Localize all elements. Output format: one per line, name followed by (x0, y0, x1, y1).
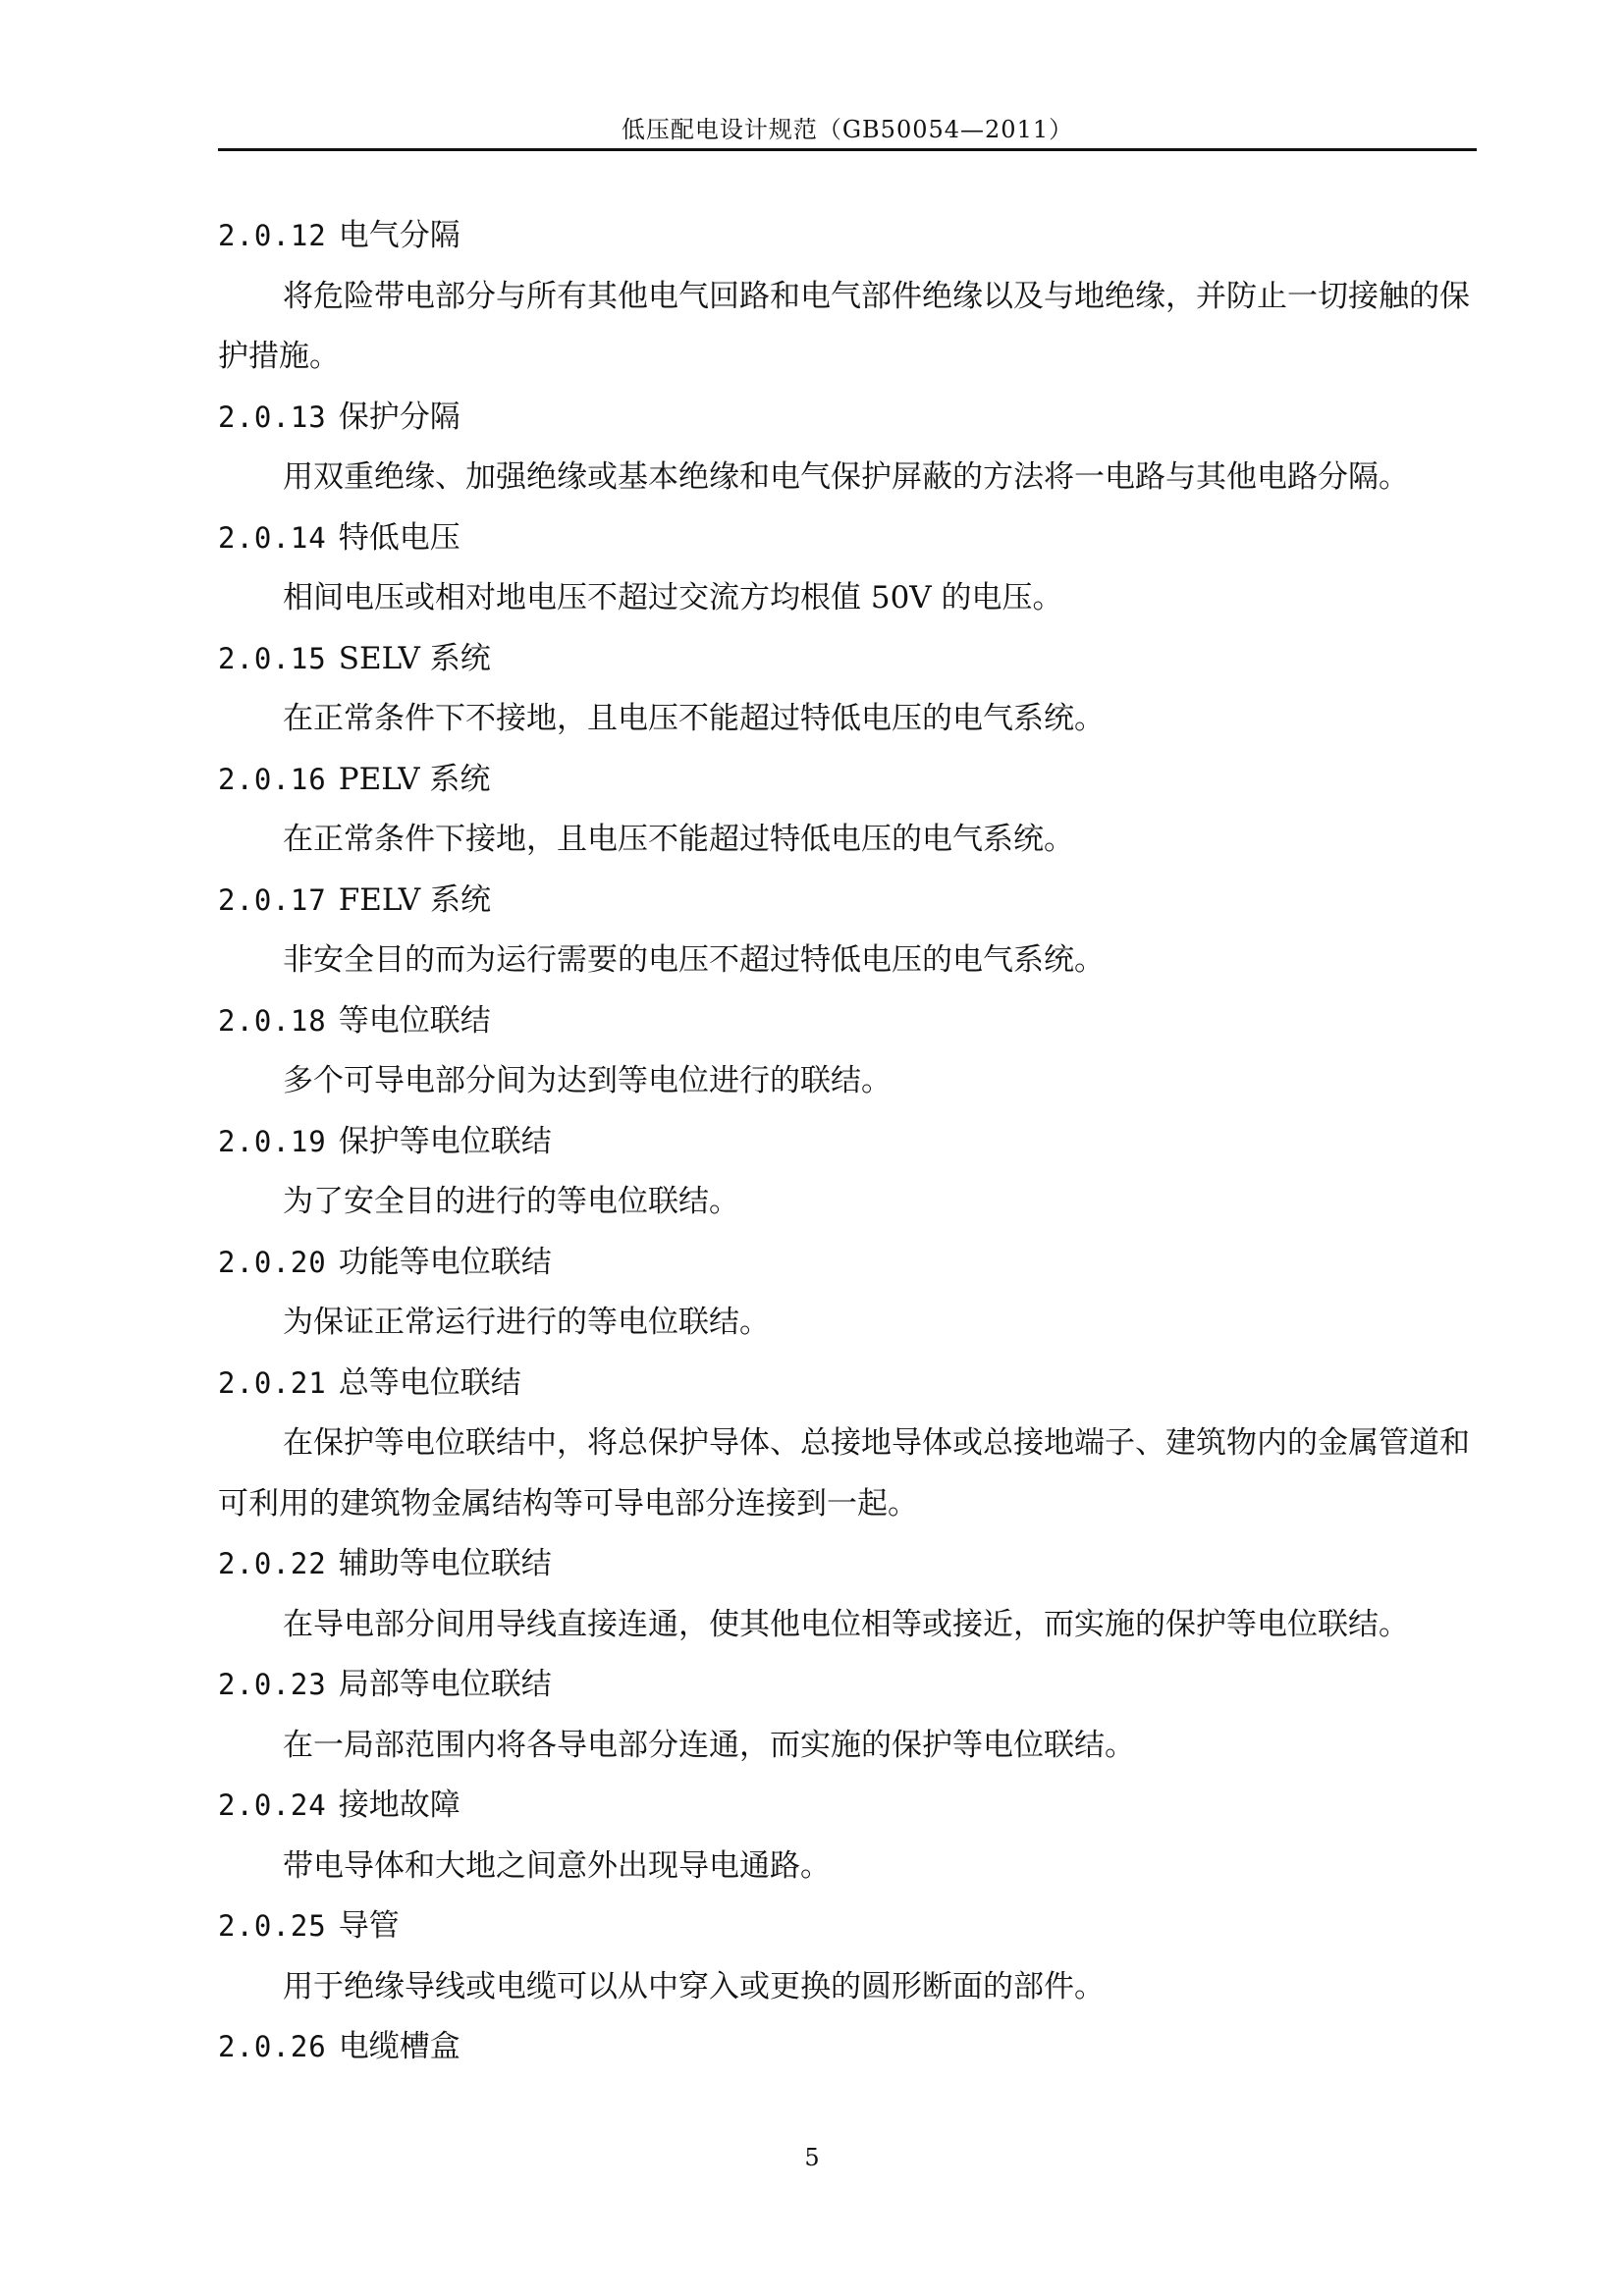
term-heading (218, 388, 1485, 449)
term-definition: 为了安全目的进行的等电位联结。 (283, 1184, 739, 1219)
term-2-0-18 (218, 991, 1485, 1112)
term-definition: 在导电部分间用导线直接连通，使其他电位相等或接近，而实施的保护等电位联结。 (283, 1606, 1409, 1642)
term-2-0-24 (218, 1776, 1485, 1896)
term-name: 电缆槽盒 (338, 2029, 460, 2064)
term-2-0-20 (218, 1233, 1485, 1354)
term-definition: 在保护等电位联结中，将总保护导体、总接地导体或总接地端子、建筑物内的金属管道和可利用的建筑物金属结构等可导电部分连接到一起。 (218, 1425, 1470, 1522)
term-name: 保护分隔 (338, 399, 460, 435)
term-heading (218, 206, 1485, 267)
term-name: 总等电位联结 (338, 1364, 521, 1401)
term-name: 辅助等电位联结 (338, 1546, 552, 1581)
term-number: 2.0.16 (218, 762, 327, 796)
term-name: PELV 系统 (338, 761, 491, 797)
term-definition: 在一局部范围内将各导电部分连通，而实施的保护等电位联结。 (283, 1727, 1135, 1763)
term-heading (218, 1534, 1485, 1595)
term-name: FELV 系统 (338, 881, 492, 918)
term-2-0-15 (218, 629, 1485, 750)
term-2-0-17 (218, 871, 1485, 991)
term-number: 2.0.17 (218, 882, 327, 917)
term-name: 保护等电位联结 (338, 1123, 552, 1159)
term-name: SELV 系统 (338, 640, 491, 676)
term-name: 导管 (338, 1908, 400, 1944)
term-number: 2.0.13 (218, 400, 327, 434)
term-definition: 带电导体和大地之间意外出现导电通路。 (283, 1847, 831, 1884)
term-2-0-23 (218, 1655, 1485, 1776)
term-2-0-26 (218, 2017, 1485, 2078)
term-heading (218, 508, 1485, 569)
term-definition: 为保证正常运行进行的等电位联结。 (283, 1305, 770, 1340)
term-number: 2.0.24 (218, 1789, 327, 1822)
term-name: 电气分隔 (338, 218, 460, 253)
term-2-0-22 (218, 1534, 1485, 1655)
term-number: 2.0.22 (218, 1547, 327, 1580)
term-heading (218, 2017, 1485, 2078)
term-number: 2.0.12 (218, 219, 327, 252)
term-2-0-16 (218, 750, 1485, 871)
term-heading (218, 1112, 1485, 1173)
term-number: 2.0.21 (218, 1365, 327, 1400)
term-definition: 用双重绝缘、加强绝缘或基本绝缘和电气保护屏蔽的方法将一电路与其他电路分隔。 (283, 459, 1409, 495)
term-name: 特低电压 (338, 519, 460, 556)
term-definition: 多个可导电部分间为达到等电位进行的联结。 (283, 1063, 892, 1098)
term-2-0-12 (218, 206, 1485, 388)
page-number: 5 (804, 2144, 820, 2171)
term-definition: 非安全目的而为运行需要的电压不超过特低电压的电气系统。 (283, 942, 1105, 978)
term-number: 2.0.18 (218, 1003, 327, 1038)
term-heading (218, 871, 1485, 932)
term-2-0-13 (218, 388, 1485, 508)
term-heading (218, 629, 1485, 690)
term-heading (218, 1776, 1485, 1837)
terms-list (218, 206, 1485, 2078)
term-number: 2.0.20 (218, 1245, 327, 1279)
term-definition: 在正常条件下接地，且电压不能超过特低电压的电气系统。 (283, 822, 1074, 857)
term-heading (218, 1896, 1485, 1957)
running-header: 低压配电设计规范（GB50054—2011） (621, 116, 1074, 143)
term-2-0-21 (218, 1354, 1485, 1535)
term-definition: 将危险带电部分与所有其他电气回路和电气部件绝缘以及与地绝缘，并防止一切接触的保护措施。 (218, 278, 1470, 374)
term-heading (218, 1233, 1485, 1294)
term-heading (218, 1655, 1485, 1716)
term-2-0-25 (218, 1896, 1485, 2017)
term-number: 2.0.25 (218, 1909, 327, 1943)
term-definition: 在正常条件下不接地，且电压不能超过特低电压的电气系统。 (283, 701, 1105, 736)
term-number: 2.0.23 (218, 1668, 327, 1701)
header-rule (218, 148, 1477, 151)
term-heading (218, 750, 1485, 811)
term-definition: 用于绝缘导线或电缆可以从中穿入或更换的圆形断面的部件。 (283, 1968, 1105, 2004)
term-number: 2.0.19 (218, 1124, 327, 1158)
term-heading (218, 991, 1485, 1052)
term-number: 2.0.14 (218, 520, 327, 555)
term-number: 2.0.15 (218, 641, 327, 675)
term-name: 局部等电位联结 (338, 1667, 552, 1702)
term-2-0-14 (218, 508, 1485, 629)
term-2-0-19 (218, 1112, 1485, 1233)
term-number: 2.0.26 (218, 2030, 327, 2063)
term-name: 等电位联结 (338, 1002, 491, 1039)
term-heading (218, 1354, 1485, 1415)
term-definition: 相间电压或相对地电压不超过交流方均根值 50V 的电压。 (283, 580, 1063, 615)
term-name: 接地故障 (338, 1788, 460, 1823)
term-name: 功能等电位联结 (338, 1244, 552, 1280)
